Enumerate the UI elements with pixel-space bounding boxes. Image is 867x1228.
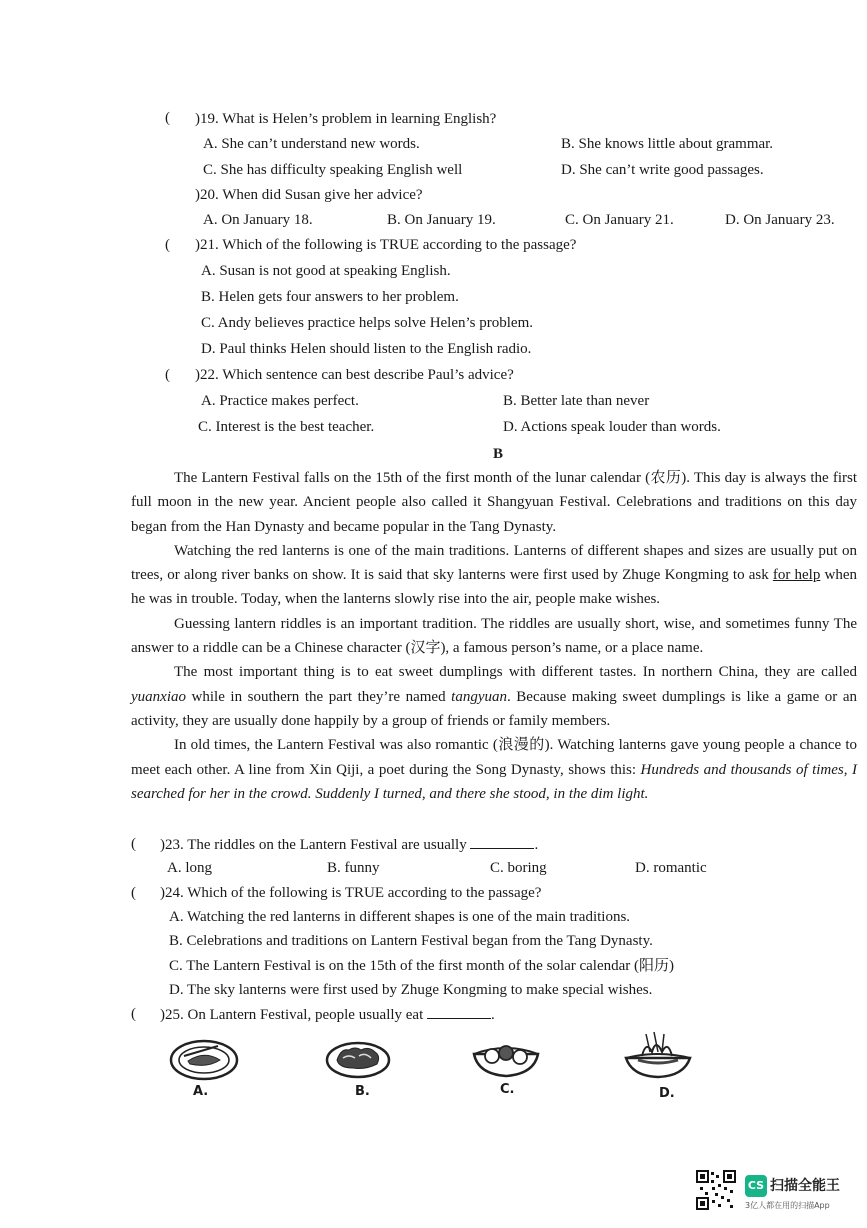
food-image-d-noodles-bowl: [620, 1030, 696, 1082]
passage-paragraph-5: In old times, the Lantern Festival was also romantic (浪漫的). Watching lanterns gave young people a chance to meet each other. A line from Xin Qiji, a poet during the Song Dynasty, shows this: Hundreds and thousands of times, I searched for her in the crowd. Suddenly I turned, and there she stood, in the dim light.: [131, 737, 857, 802]
q24-option-c: C. The Lantern Festival is on the 15th of the first month of the solar calendar (阳历): [169, 958, 675, 974]
q24-paren: (: [131, 885, 136, 901]
camscanner-logo-icon: CS: [745, 1175, 767, 1197]
passage-paragraph-1: The Lantern Festival falls on the 15th of the first month of the lunar calendar (农历). This day is always the first full moon in the new year. Ancient people also called it Shangyuan Festival. Celebrations and traditions on this day began from the Han Dynasty and became popular in the Tang Dynasty.: [131, 470, 857, 535]
q19-option-c: C. She has difficulty speaking English well: [203, 162, 463, 178]
q24-option-d: D. The sky lanterns were first used by Zhuge Kongming to make special wishes.: [169, 982, 653, 998]
q23-option-a: A. long: [167, 860, 212, 876]
food-image-b-dumplings: [325, 1036, 391, 1082]
q22-option-b: B. Better late than never: [503, 393, 650, 409]
q20-option-c: C. On January 21.: [565, 212, 674, 228]
q19-stem: )19. What is Helen’s problem in learning English?: [195, 111, 497, 127]
q23-paren: (: [131, 836, 136, 852]
section-b-title: B: [493, 446, 504, 462]
q22-option-d: D. Actions speak louder than words.: [503, 419, 721, 435]
food-label-d: D.: [659, 1086, 675, 1101]
q20-option-b: B. On January 19.: [387, 212, 496, 228]
q23-answer-blank[interactable]: [470, 834, 534, 849]
q19-option-b: B. She knows little about grammar.: [561, 136, 774, 152]
food-label-b: B.: [355, 1084, 370, 1099]
q21-option-c: C. Andy believes practice helps solve Helen’s problem.: [201, 315, 533, 331]
q22-option-c: C. Interest is the best teacher.: [198, 419, 375, 435]
qr-code-icon: [696, 1170, 736, 1210]
q21-stem: )21. Which of the following is TRUE according to the passage?: [195, 237, 577, 253]
camscanner-app-name: 扫描全能王: [770, 1178, 840, 1194]
food-image-a-plate: [168, 1036, 240, 1084]
q25-answer-blank[interactable]: [427, 1004, 491, 1019]
q21-option-d: D. Paul thinks Helen should listen to the English radio.: [201, 341, 532, 357]
food-label-c: C.: [500, 1082, 515, 1097]
q22-stem: )22. Which sentence can best describe Paul’s advice?: [195, 367, 514, 383]
q19-option-d: D. She can’t write good passages.: [561, 162, 764, 178]
passage-paragraph-4: The most important thing is to eat sweet dumplings with different tastes. In northern China, they are called yuanxiao while in southern the part they’re named tangyuan. Because making sweet dumplings is like a game or an activity, they are usually done happily by a group of friends or family members.: [131, 664, 857, 729]
q23-option-d: D. romantic: [635, 860, 707, 876]
q22-option-a: A. Practice makes perfect.: [201, 393, 359, 409]
q21-option-a: A. Susan is not good at speaking English.: [201, 263, 451, 279]
q21-option-b: B. Helen gets four answers to her problem.: [201, 289, 459, 305]
q23-stem: )23. The riddles on the Lantern Festival are usually .: [160, 834, 538, 855]
camscanner-tagline: 3亿人都在用的扫描App: [745, 1201, 830, 1210]
passage-paragraph-2: Watching the red lanterns is one of the main traditions. Lanterns of different shapes and sizes are usually put on trees, or along river banks on show. It is said that sky lanterns were first used by Zhuge Kongming to ask for help when he was in trouble. Today, when the lanterns slowly rise into the air, people make wishes.: [131, 542, 857, 608]
q20-option-d: D. On January 23.: [725, 212, 835, 228]
q24-stem: )24. Which of the following is TRUE according to the passage?: [160, 885, 542, 901]
food-label-a: A.: [193, 1084, 209, 1099]
q24-option-a: A. Watching the red lanterns in different shapes is one of the main traditions.: [169, 909, 631, 925]
q20-stem: )20. When did Susan give her advice?: [195, 187, 423, 203]
q25-stem: )25. On Lantern Festival, people usually eat .: [160, 1004, 495, 1025]
q25-paren: (: [131, 1006, 136, 1022]
q20-option-a: A. On January 18.: [203, 212, 313, 228]
q24-option-b: B. Celebrations and traditions on Lantern Festival began from the Tang Dynasty.: [169, 933, 653, 949]
food-image-c-sweet-dumplings-bowl: [470, 1036, 542, 1080]
q22-paren: (: [165, 367, 170, 383]
q21-paren: (: [165, 237, 170, 253]
q19-option-a: A. She can’t understand new words.: [203, 136, 420, 152]
passage: [131, 466, 857, 806]
q19-paren: (: [165, 110, 170, 126]
q23-option-b: B. funny: [327, 860, 380, 876]
passage-paragraph-3: Guessing lantern riddles is an important tradition. The riddles are usually short, wise, and sometimes funny The answer to a riddle can be a Chinese character (汉字), a famous person’s name, or a place name.: [131, 615, 857, 657]
q23-option-c: C. boring: [490, 860, 547, 876]
